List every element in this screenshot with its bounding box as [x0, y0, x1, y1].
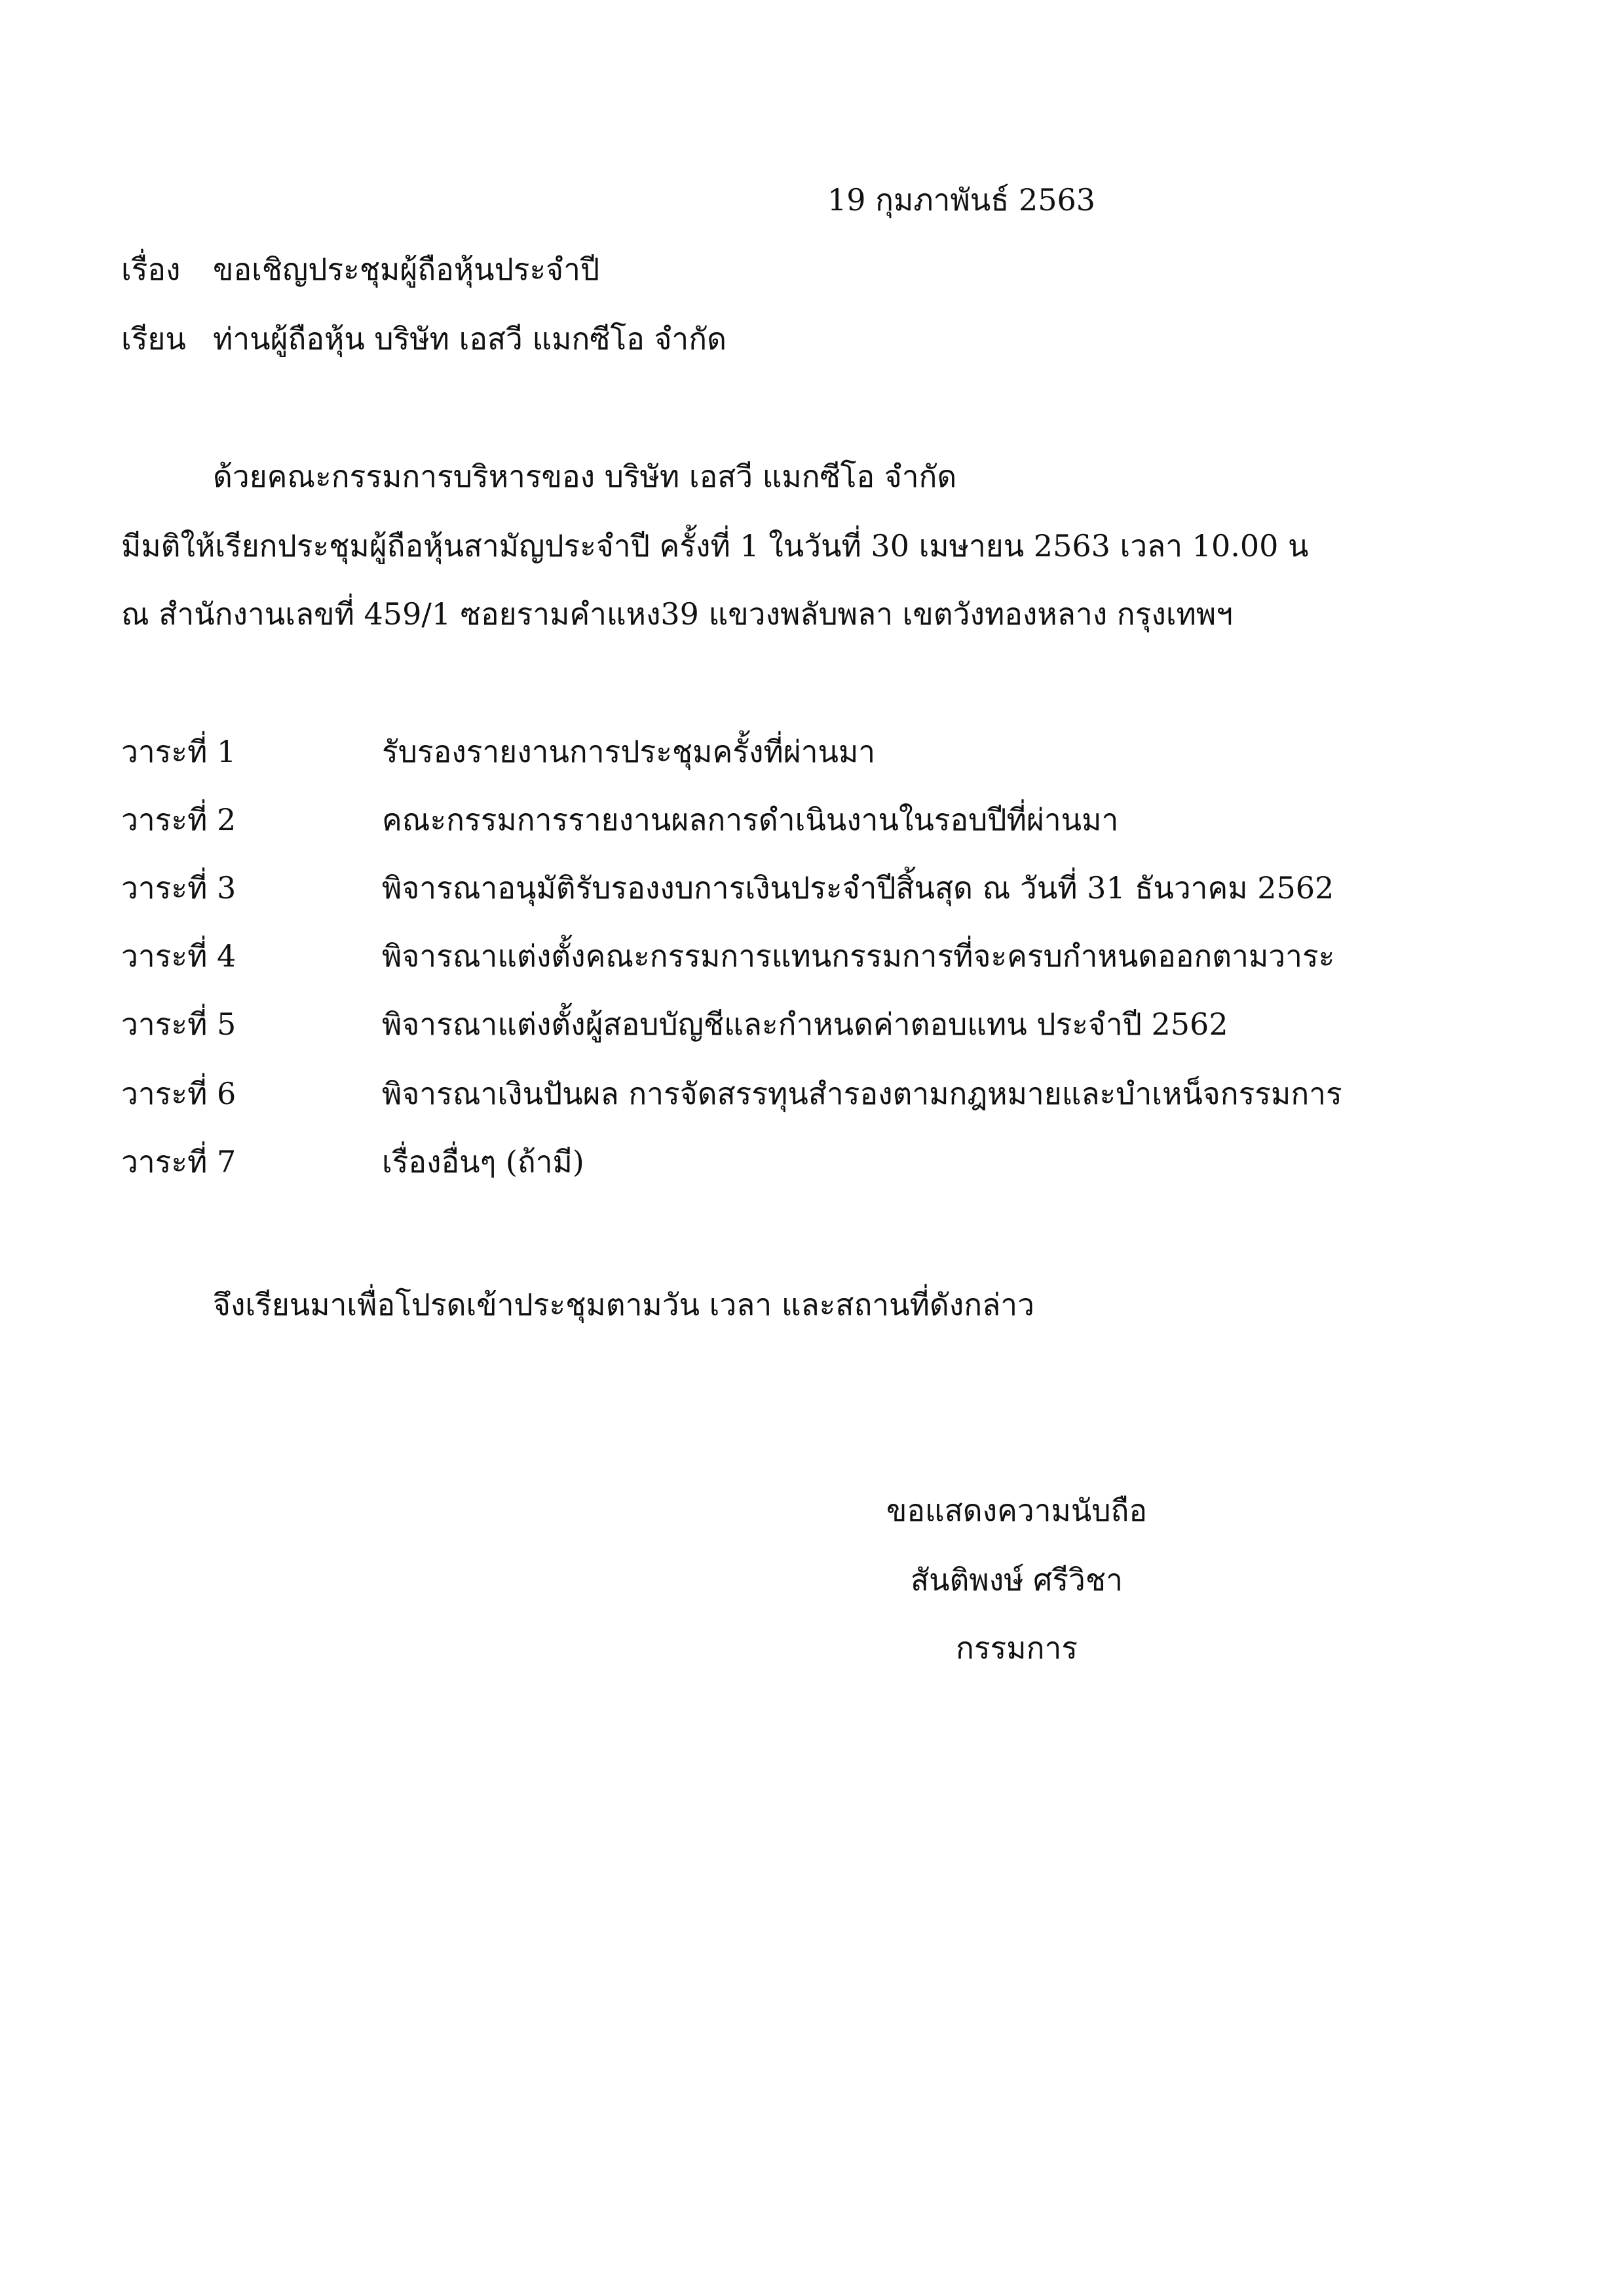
- signature-regards: ขอแสดงความนับถือ: [886, 1493, 1147, 1528]
- subject-text: ขอเชิญประชุมผู้ถือหุ้นประจำปี: [213, 252, 600, 287]
- body-line-3: ณ สำนักงานเลขที่ 459/1 ซอยรามคำแหง39 แขวงพลับพลา เขตวังทองหลาง กรุงเทพฯ: [121, 596, 1234, 632]
- agenda-text: พิจารณาอนุมัติรับรองงบการเงินประจำปีสิ้นสุด ณ วันที่ 31 ธันวาคม 2562: [382, 870, 1334, 906]
- agenda-label: วาระที่ 1: [121, 734, 236, 769]
- agenda-label: วาระที่ 2: [121, 802, 236, 837]
- agenda-text: พิจารณาแต่งตั้งคณะกรรมการแทนกรรมการที่จะครบกำหนดออกตามวาระ: [382, 938, 1335, 974]
- recipient-label: เรียน: [121, 321, 186, 356]
- recipient-text: ท่านผู้ถือหุ้น บริษัท เอสวี แมกซีโอ จำกัด: [213, 321, 727, 356]
- agenda-label: วาระที่ 7: [121, 1144, 236, 1179]
- agenda-label: วาระที่ 4: [121, 938, 236, 974]
- agenda-text: เรื่องอื่นๆ (ถ้ามี): [382, 1144, 584, 1179]
- agenda-label: วาระที่ 3: [121, 870, 236, 906]
- agenda-label: วาระที่ 6: [121, 1076, 236, 1111]
- agenda-label: วาระที่ 5: [121, 1006, 236, 1042]
- agenda-text: พิจารณาแต่งตั้งผู้สอบบัญชีและกำหนดค่าตอบแทน ประจำปี 2562: [382, 1006, 1228, 1042]
- letter-date: 19 กุมภาพันธ์ 2563: [827, 182, 1096, 218]
- closing-line: จึงเรียนมาเพื่อโปรดเข้าประชุมตามวัน เวลา และสถานที่ดังกล่าว: [213, 1287, 1034, 1322]
- body-line-2: มีมติให้เรียกประชุมผู้ถือหุ้นสามัญประจำปี ครั้งที่ 1 ในวันที่ 30 เมษายน 2563 เวลา 10.00 น: [121, 528, 1309, 564]
- agenda-text: รับรองรายงานการประชุมครั้งที่ผ่านมา: [382, 734, 876, 769]
- agenda-text: พิจารณาเงินปันผล การจัดสรรทุนสำรองตามกฎหมายและบำเหน็จกรรมการ: [382, 1076, 1342, 1111]
- signature-title: กรรมการ: [956, 1630, 1078, 1666]
- signature-name: สันติพงษ์ ศรีวิชา: [911, 1562, 1123, 1598]
- body-line-1: ด้วยคณะกรรมการบริหารของ บริษัท เอสวี แมกซีโอ จำกัด: [213, 459, 957, 494]
- agenda-text: คณะกรรมการรายงานผลการดำเนินงานในรอบปีที่ผ่านมา: [382, 802, 1119, 837]
- subject-label: เรื่อง: [121, 252, 181, 287]
